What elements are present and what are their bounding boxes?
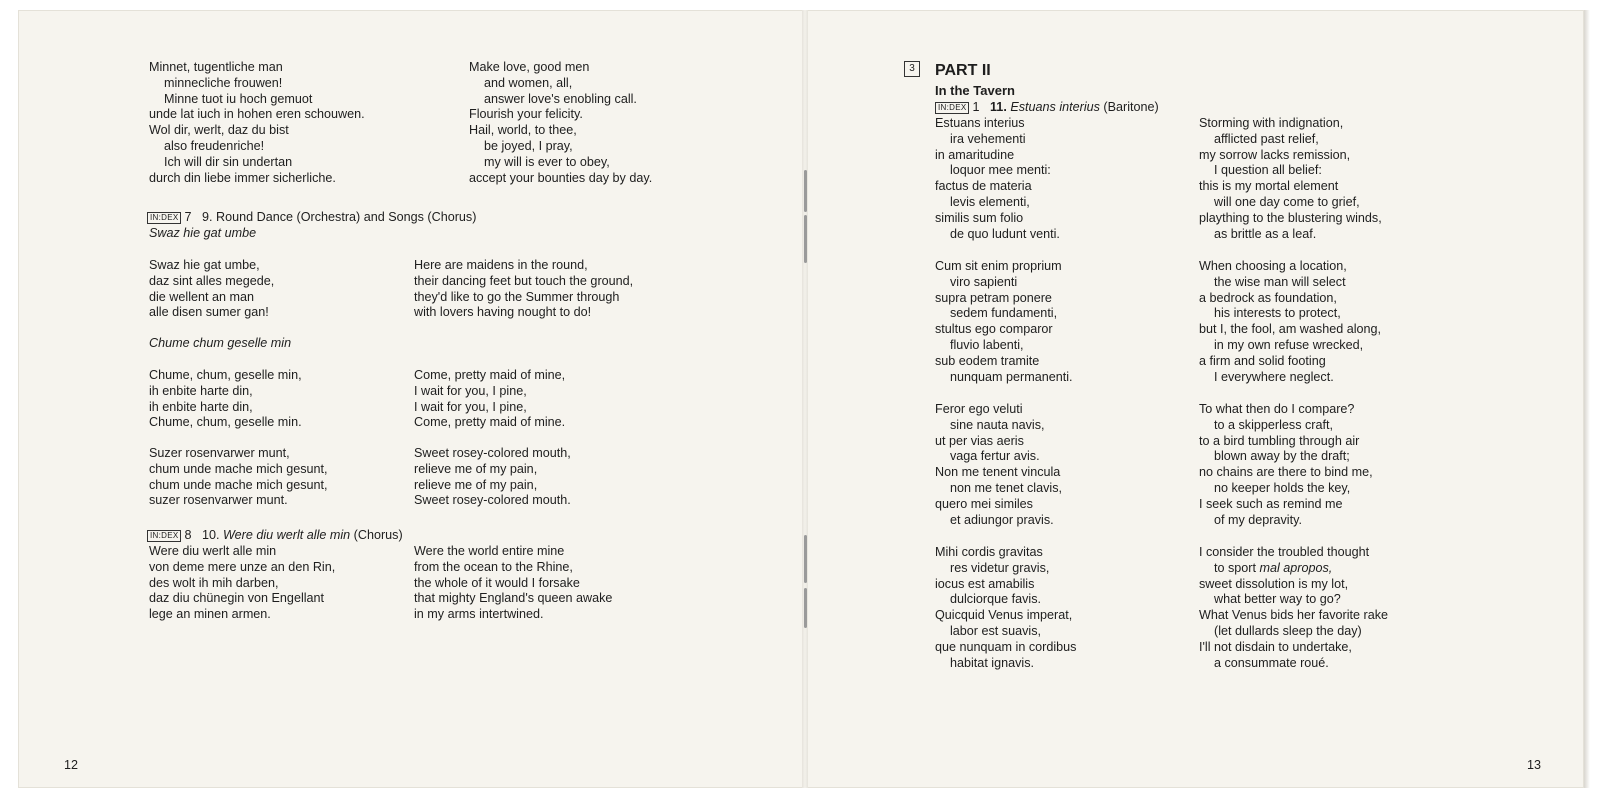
verse-line: Minne tuot iu hoch gemuot: [164, 91, 313, 106]
verse-line: my sorrow lacks remission,: [1199, 147, 1351, 162]
track-performer: (Baritone): [1103, 100, 1159, 114]
verse-line: Mihi cordis gravitas: [935, 545, 1043, 559]
verse-line: and women, all,: [484, 75, 573, 90]
verse-line: blown away by the draft;: [1214, 449, 1350, 464]
track-title: Were diu werlt alle min: [223, 528, 351, 542]
verse-line: a consummate roué.: [1214, 655, 1329, 670]
verse-line: similis sum folio: [935, 210, 1024, 225]
verse-line: sweet dissolution is my lot,: [1199, 576, 1349, 591]
verse-line: afflicted past relief,: [1214, 131, 1319, 146]
verse-line: ih enbite harte din,: [149, 383, 253, 398]
page-number-left: 12: [64, 758, 79, 772]
verse-line: with lovers having nought to do!: [414, 305, 592, 320]
track-number: 10.: [202, 528, 220, 542]
verse-line: daz diu chünegin von Engellant: [149, 591, 325, 606]
left-page: [18, 10, 804, 788]
verse-line: Here are maidens in the round,: [414, 258, 588, 272]
verse-line: Were the world entire mine: [414, 544, 565, 558]
stanza-english-were: [414, 544, 612, 623]
stanza-german-minnet: [149, 60, 365, 186]
verse-line: ih enbite harte din,: [149, 399, 253, 414]
verse-line: a firm and solid footing: [1199, 353, 1326, 368]
verse-line: von deme mere unze an den Rin,: [149, 559, 336, 574]
stanza-latin-2: [935, 259, 1073, 385]
verse-line: I question all belief:: [1214, 163, 1322, 178]
staple-bottom-lower: [804, 588, 807, 628]
verse-line: Flourish your felicity.: [469, 107, 583, 122]
verse-line: minnecliche frouwen!: [164, 75, 283, 90]
stanza-latin-1: [935, 116, 1060, 242]
verse-line: et adiungor pravis.: [950, 512, 1054, 527]
verse-line: levis elementi,: [950, 194, 1030, 209]
verse-line: Swaz hie gat umbe,: [149, 258, 260, 272]
verse-line: this is my mortal element: [1199, 179, 1339, 194]
verse-line: To what then do I compare?: [1199, 402, 1355, 416]
verse-line: Feror ego veluti: [935, 402, 1023, 416]
verse-line: relieve me of my pain,: [414, 477, 538, 492]
verse-line: they'd like to go the Summer through: [414, 289, 620, 304]
verse-line: Suzer rosenvarwer munt,: [149, 446, 290, 460]
verse-line: loquor mee menti:: [950, 163, 1051, 178]
index-logo-icon: IN:DEX: [147, 530, 181, 542]
verse-line: I'll not disdain to undertake,: [1199, 639, 1352, 654]
stanza-english-storming: [1199, 116, 1382, 242]
verse-line: in my arms intertwined.: [414, 607, 544, 622]
verse-line: viro sapienti: [950, 274, 1018, 289]
verse-line: a bedrock as foundation,: [1199, 290, 1337, 305]
verse-line: sub eodem tramite: [935, 353, 1040, 368]
verse-line: Wol dir, werlt, daz du bist: [149, 123, 289, 138]
track-performer: (Chorus): [353, 528, 403, 542]
verse-line: their dancing feet but touch the ground,: [414, 273, 634, 288]
staple-bottom: [804, 535, 807, 583]
verse-line: but I, the fool, am washed along,: [1199, 322, 1382, 337]
verse-line: non me tenet clavis,: [950, 480, 1063, 495]
verse-line: answer love's enobling call.: [484, 91, 637, 106]
verse-line: unde lat iuch in hohen eren schouwen.: [149, 107, 365, 122]
verse-line: Non me tenent vincula: [935, 465, 1061, 480]
verse-line: nunquam permanenti.: [950, 369, 1073, 384]
track-title: Estuans interius: [1010, 100, 1100, 114]
verse-line: chum unde mache mich gesunt,: [149, 461, 328, 476]
verse-line: supra petram ponere: [935, 290, 1052, 305]
verse-line: que nunquam in cordibus: [935, 639, 1077, 654]
verse-line: the whole of it would I forsake: [414, 575, 580, 590]
verse-line: labor est suavis,: [950, 623, 1041, 638]
verse-line: ut per vias aeris: [935, 433, 1024, 448]
track-number: 9.: [202, 210, 213, 224]
verse-line: Come, pretty maid of mine.: [414, 415, 566, 430]
verse-line: die wellent an man: [149, 289, 255, 304]
staple-top: [804, 170, 807, 212]
verse-line: I seek such as remind me: [1199, 496, 1343, 511]
verse-line: iocus est amabilis: [935, 576, 1035, 591]
stanza-german-swaz: [149, 258, 274, 321]
verse-line: stultus ego comparor: [935, 322, 1053, 337]
verse-line: sedem fundamenti,: [950, 306, 1058, 321]
verse-line: Chume, chum, geselle min,: [149, 368, 302, 382]
verse-line: daz sint alles megede,: [149, 273, 275, 288]
verse-line: When choosing a location,: [1199, 259, 1347, 273]
verse-line: durch din liebe immer sicherliche.: [149, 170, 336, 185]
booklet-gutter: [802, 10, 808, 788]
stanza-german-chume: [149, 368, 302, 431]
stanza-english-make-love: [469, 60, 652, 186]
track-heading-11: [935, 100, 1159, 116]
verse-line: from the ocean to the Rhine,: [414, 559, 573, 574]
verse-line: be joyed, I pray,: [484, 138, 573, 153]
track-index: 7: [184, 210, 192, 224]
stanza-latin-4: [935, 545, 1076, 671]
verse-line: accept your bounties day by day.: [469, 170, 653, 185]
verse-line: vaga fertur avis.: [950, 449, 1040, 464]
stanza-english-compare: [1199, 402, 1373, 528]
track-subtitle: Swaz hie gat umbe: [149, 226, 257, 240]
verse-line: Sweet rosey-colored mouth,: [414, 446, 571, 460]
verse-line: Ich will dir sin undertan: [164, 154, 293, 169]
verse-line: what better way to go?: [1214, 592, 1341, 607]
verse-line: quero mei similes: [935, 496, 1033, 511]
verse-line: de quo ludunt venti.: [950, 226, 1060, 241]
track-index: 1: [972, 100, 980, 114]
verse-line: I wait for you, I pine,: [414, 383, 527, 398]
verse-line: in my own refuse wrecked,: [1214, 337, 1364, 352]
stanza-latin-3: [935, 402, 1062, 528]
verse-line: also freudenriche!: [164, 138, 265, 153]
verse-line: I everywhere neglect.: [1214, 369, 1334, 384]
stanza-english-maidens: [414, 258, 633, 321]
verse-line: Estuans interius: [935, 116, 1025, 130]
verse-line: relieve me of my pain,: [414, 461, 538, 476]
verse-line: Cum sit enim proprium: [935, 259, 1062, 273]
verse-line: alle disen sumer gan!: [149, 305, 269, 320]
verse-line: to a bird tumbling through air: [1199, 433, 1360, 448]
stanza-english-consider: [1199, 545, 1388, 671]
verse-line: that mighty England's queen awake: [414, 591, 613, 606]
verse-line: to a skipperless craft,: [1214, 417, 1333, 432]
verse-line: habitat ignavis.: [950, 655, 1035, 670]
verse-line: his interests to protect,: [1214, 306, 1341, 321]
song-subtitle-chume: Chume chum geselle min: [149, 336, 292, 350]
verse-line: Hail, world, to thee,: [469, 123, 577, 138]
verse-line: ira vehementi: [950, 131, 1026, 146]
verse-line: Were diu werlt alle min: [149, 544, 277, 558]
verse-line: chum unde mache mich gesunt,: [149, 477, 328, 492]
verse-line: Chume, chum, geselle min.: [149, 415, 302, 430]
verse-line: fluvio labenti,: [950, 337, 1024, 352]
verse-text: to sport: [1214, 560, 1260, 575]
stanza-german-were: [149, 544, 335, 623]
verse-line: Storming with indignation,: [1199, 116, 1344, 130]
verse-line: [1199, 561, 1388, 577]
verse-line: will one day come to grief,: [1214, 194, 1360, 209]
page-number-right: 13: [1527, 758, 1542, 772]
verse-line: factus de materia: [935, 179, 1032, 194]
verse-line: my will is ever to obey,: [484, 154, 610, 169]
track-number: 11.: [990, 100, 1007, 114]
verse-line: as brittle as a leaf.: [1214, 226, 1317, 241]
verse-line: I consider the troubled thought: [1199, 545, 1370, 559]
verse-line: suzer rosenvarwer munt.: [149, 493, 288, 508]
verse-line: res videtur gravis,: [950, 560, 1050, 575]
stanza-english-choosing: [1199, 259, 1381, 385]
track-index: 8: [184, 528, 192, 542]
track-heading-10: [147, 528, 403, 544]
right-page: [806, 10, 1584, 788]
part-title: PART II: [935, 62, 991, 79]
stanza-german-suzer: [149, 446, 328, 509]
part-subtitle: In the Tavern: [935, 83, 1015, 98]
index-logo-icon: IN:DEX: [147, 212, 181, 224]
verse-line: plaything to the blustering winds,: [1199, 210, 1382, 225]
verse-line: of my depravity.: [1214, 512, 1302, 527]
stanza-english-sweet: [414, 446, 571, 509]
verse-line: in amaritudine: [935, 147, 1015, 162]
verse-line: Make love, good men: [469, 60, 590, 74]
verse-line: dulciorque favis.: [950, 592, 1042, 607]
staple-top-lower: [804, 215, 807, 263]
verse-line: Sweet rosey-colored mouth.: [414, 493, 571, 508]
verse-line: (let dullards sleep the day): [1214, 623, 1362, 638]
verse-line: sine nauta navis,: [950, 417, 1045, 432]
verse-line: What Venus bids her favorite rake: [1199, 608, 1389, 623]
stanza-english-come: [414, 368, 565, 431]
verse-italic-text: mal apropos,: [1259, 560, 1333, 575]
verse-line: lege an minen armen.: [149, 607, 271, 622]
verse-line: the wise man will select: [1214, 274, 1346, 289]
verse-line: Minnet, tugentliche man: [149, 60, 283, 74]
track-heading-9: [147, 210, 476, 226]
verse-line: no keeper holds the key,: [1214, 480, 1351, 495]
track-title: Round Dance (Orchestra) and Songs (Chorus): [216, 210, 477, 224]
verse-line: Quicquid Venus imperat,: [935, 608, 1073, 623]
part-number-box: 3: [904, 61, 920, 77]
index-logo-icon: IN:DEX: [935, 102, 969, 114]
verse-line: Come, pretty maid of mine,: [414, 368, 566, 382]
verse-line: no chains are there to bind me,: [1199, 465, 1373, 480]
verse-line: I wait for you, I pine,: [414, 399, 527, 414]
verse-line: des wolt ih mih darben,: [149, 575, 279, 590]
